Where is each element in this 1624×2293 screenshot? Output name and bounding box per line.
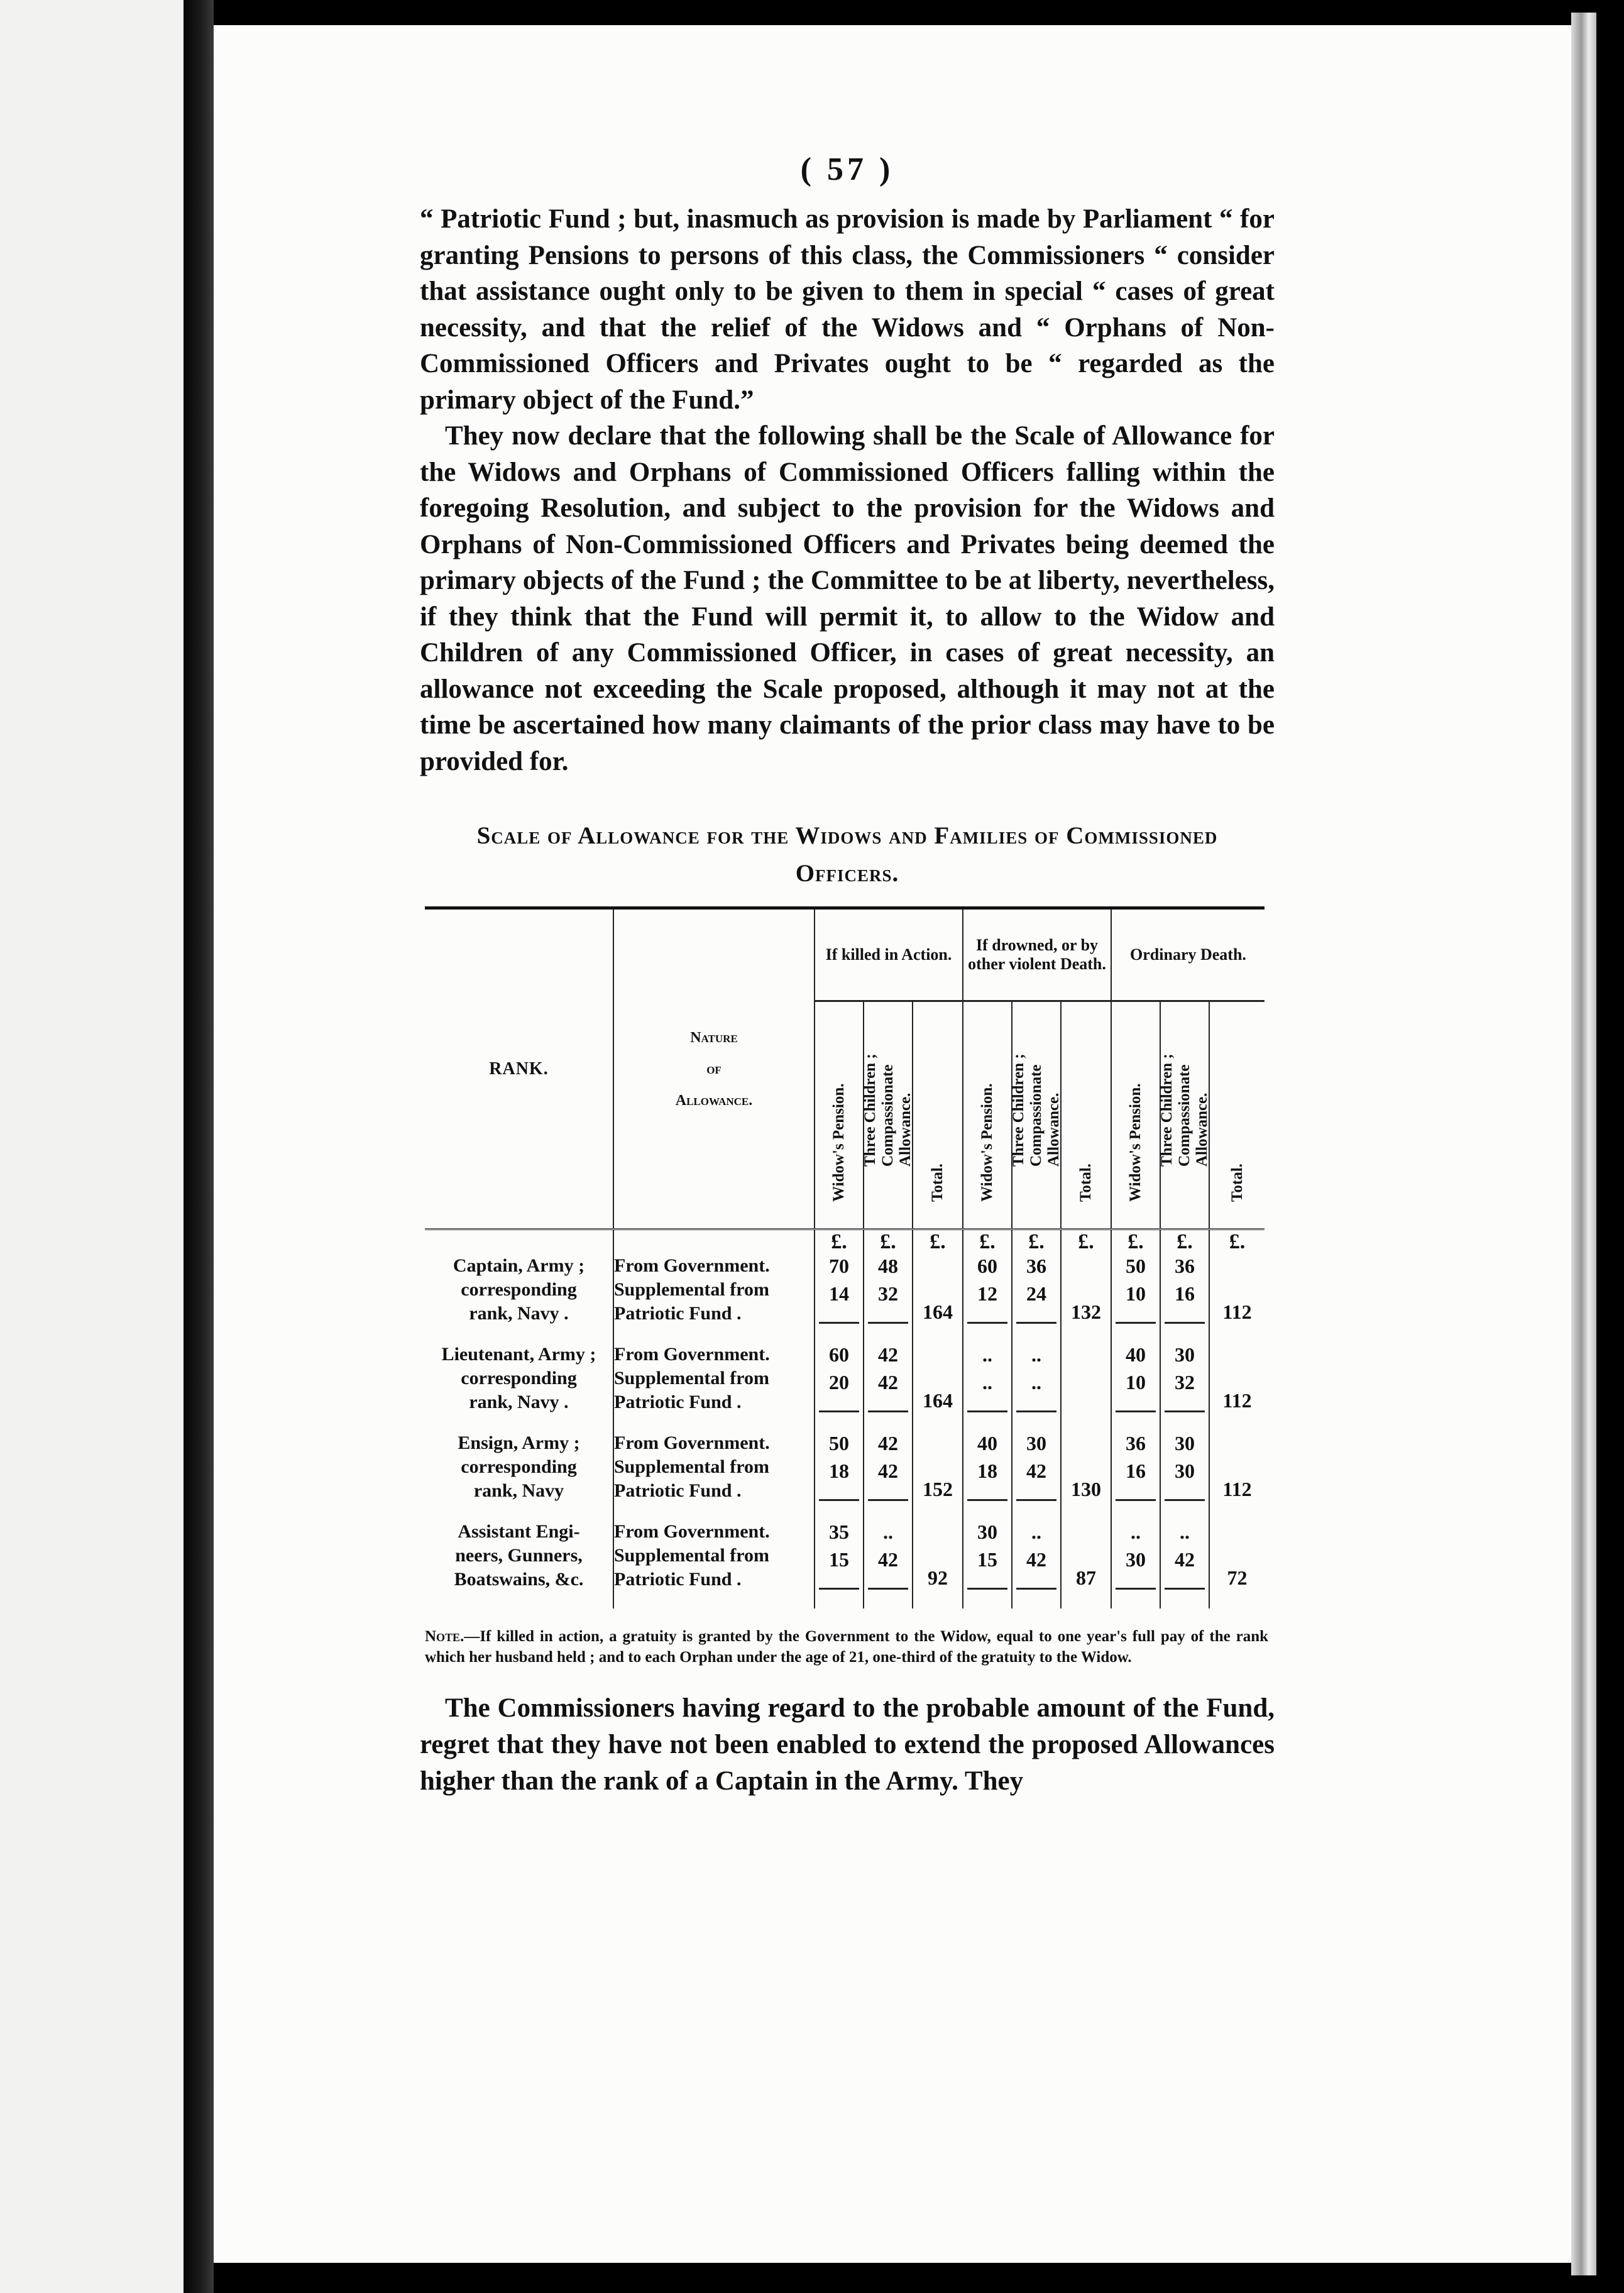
col-widow-pension: Widow's Pension. [963,1001,1012,1229]
rank-line: Assistant Engi- [458,1521,580,1542]
value-cell: 42 42 [864,1343,913,1412]
col-widow-pension: Widow's Pension. [1111,1001,1160,1229]
value-cell: 36 16 [1111,1431,1160,1501]
value-cell: 30 42 [1012,1431,1061,1501]
col-total: Total. [1061,1001,1111,1229]
value-cell: 30 15 [963,1520,1012,1590]
col-children-allowance: Three Children ; Compassionate Allowance. [1160,1001,1209,1229]
rank-line: Ensign, Army ; [458,1432,580,1453]
value-cell: .. 42 [864,1520,913,1590]
allowance-table [425,906,1265,1608]
total-cell [1061,1343,1111,1412]
nature-line: Patriotic Fund . [614,1303,742,1324]
rank-line: corresponding [461,1279,577,1300]
table-note: Note.—If killed in action, a gratuity is granted by the Government to the Widow, equal to one year's full pay of the rank which her husband held ; and to each Orphan under the age of 21, one-third of the gratuity to the Widow. [425,1628,1268,1666]
table-body [425,1254,1265,1608]
col-widow-pension: Widow's Pension. [815,1001,864,1229]
value-cell: 50 10 [1111,1254,1160,1324]
nature-cell [613,1520,815,1608]
rank-cell [425,1520,613,1608]
nature-line: From Government. [614,1432,770,1453]
book-gutter [184,0,214,2293]
page-content [420,151,1275,1827]
value-cell: 40 10 [1111,1343,1160,1412]
rank-line: Boatswains, &c. [454,1569,584,1590]
currency-row: £. £. £. £. £. £. £. £. £. [425,1229,1265,1255]
nature-line: Supplemental from [614,1368,769,1388]
value-cell: .. 30 [1111,1520,1160,1590]
value-cell: 60 20 [815,1343,864,1412]
nature-line: From Government. [614,1255,770,1276]
total-cell: 92 [913,1520,963,1590]
rank-line: Captain, Army ; [453,1255,585,1276]
rank-line: rank, Navy . [469,1303,569,1324]
value-cell: 36 24 [1012,1254,1061,1324]
page-number: ( 57 ) [800,151,894,187]
nature-line: From Government. [614,1521,770,1542]
nature-cell [613,1254,815,1343]
rank-line: rank, Navy [473,1480,564,1501]
nature-line: Supplemental from [614,1456,769,1477]
table-row [425,1343,1265,1412]
value-cell: 50 18 [815,1431,864,1501]
total-cell: 164 [913,1254,963,1324]
total-cell: 152 [913,1431,963,1501]
rank-header: RANK. [425,908,613,1229]
value-cell: .. 42 [1012,1520,1061,1590]
col-total: Total. [1209,1001,1265,1229]
nature-cell [613,1431,815,1520]
total-cell: 112 [1209,1254,1265,1324]
value-cell: 35 15 [815,1520,864,1590]
table-row [425,1254,1265,1324]
total-cell: 112 [1209,1431,1265,1501]
col-total: Total. [913,1001,963,1229]
group-violent-death: If drowned, or by other violent Death. [963,908,1111,1001]
nature-line: Patriotic Fund . [614,1392,742,1412]
value-cell: 40 18 [963,1431,1012,1501]
rank-cell [425,1343,613,1431]
closing-paragraph: The Commissioners having regard to the probable amount of the Fund, regret that they have not been enabled to extend the proposed Allowances higher than the rank of a Captain in the Army. They [420,1693,1275,1796]
quoted-resolution-paragraph: “ Patriotic Fund ; but, inasmuch as provision is made by Parliament “ for granting Pensions to persons of this class, the Commissioners “ consider that assistance ought only to be given to them in special “ cases of great necessity, and that the relief of the Widows and “ Orphans of Non-Commissioned Officers and Privates ought to be “ regarded as the primary object of the Fund.” [420,204,1275,415]
scale-title: Scale of Allowance for the Widows and Families of Commissioned Officers. [476,822,1218,887]
nature-line: Supplemental from [614,1279,769,1300]
total-cell: 164 [913,1343,963,1412]
page-edge [1571,13,1596,2275]
value-cell: 60 12 [963,1254,1012,1324]
value-cell: 36 16 [1160,1254,1209,1324]
rank-line: corresponding [461,1456,577,1477]
rank-cell [425,1254,613,1343]
nature-line: Patriotic Fund . [614,1480,742,1501]
facing-page [0,0,184,2293]
value-cell: 70 14 [815,1254,864,1324]
table-row [425,1431,1265,1501]
group-killed-in-action: If killed in Action. [815,908,963,1001]
col-children-allowance: Three Children ; Compassionate Allowance. [864,1001,913,1229]
total-cell: 87 [1061,1520,1111,1590]
value-cell: .. .. [1012,1343,1061,1412]
value-cell: 30 32 [1160,1343,1209,1412]
total-cell: 72 [1209,1520,1265,1590]
nature-line: Patriotic Fund . [614,1569,742,1590]
nature-line: From Government. [614,1344,770,1365]
rank-line: Lieutenant, Army ; [441,1344,596,1365]
rank-line: rank, Navy . [469,1392,569,1412]
total-cell: 132 [1061,1254,1111,1324]
col-children-allowance: Three Children ; Compassionate Allowance. [1012,1001,1061,1229]
table-row [425,1520,1265,1590]
group-ordinary-death: Ordinary Death. [1111,908,1265,1001]
value-cell: 42 42 [864,1431,913,1501]
value-cell: .. .. [963,1343,1012,1412]
nature-line: Supplemental from [614,1545,769,1566]
value-cell: 48 32 [864,1254,913,1324]
rank-cell [425,1431,613,1520]
value-cell: 30 30 [1160,1431,1209,1501]
rank-line: neers, Gunners, [455,1545,583,1566]
rank-line: corresponding [461,1368,577,1388]
nature-cell [613,1343,815,1431]
declaration-paragraph: They now declare that the following shall be the Scale of Allowance for the Widows and Orphans of Commissioned Officers falling within the foregoing Resolution, and subject to the provision for the Widows and Orphans of Non-Commissioned Officers and Privates being deemed the primary objects of the Fund ; the Committee to be at liberty, nevertheless, if they think that the Fund will permit it, to allow to the Widow and Children of any Commissioned Officer, in cases of great necessity, an allowance not exceeding the Scale proposed, although it may not at the time be ascertained how many claimants of the prior class may have to be provided for. [420,421,1275,776]
nature-header: Nature of Allowance. [613,908,815,1229]
total-cell: 130 [1061,1431,1111,1501]
total-cell: 112 [1209,1343,1265,1412]
value-cell: .. 42 [1160,1520,1209,1590]
